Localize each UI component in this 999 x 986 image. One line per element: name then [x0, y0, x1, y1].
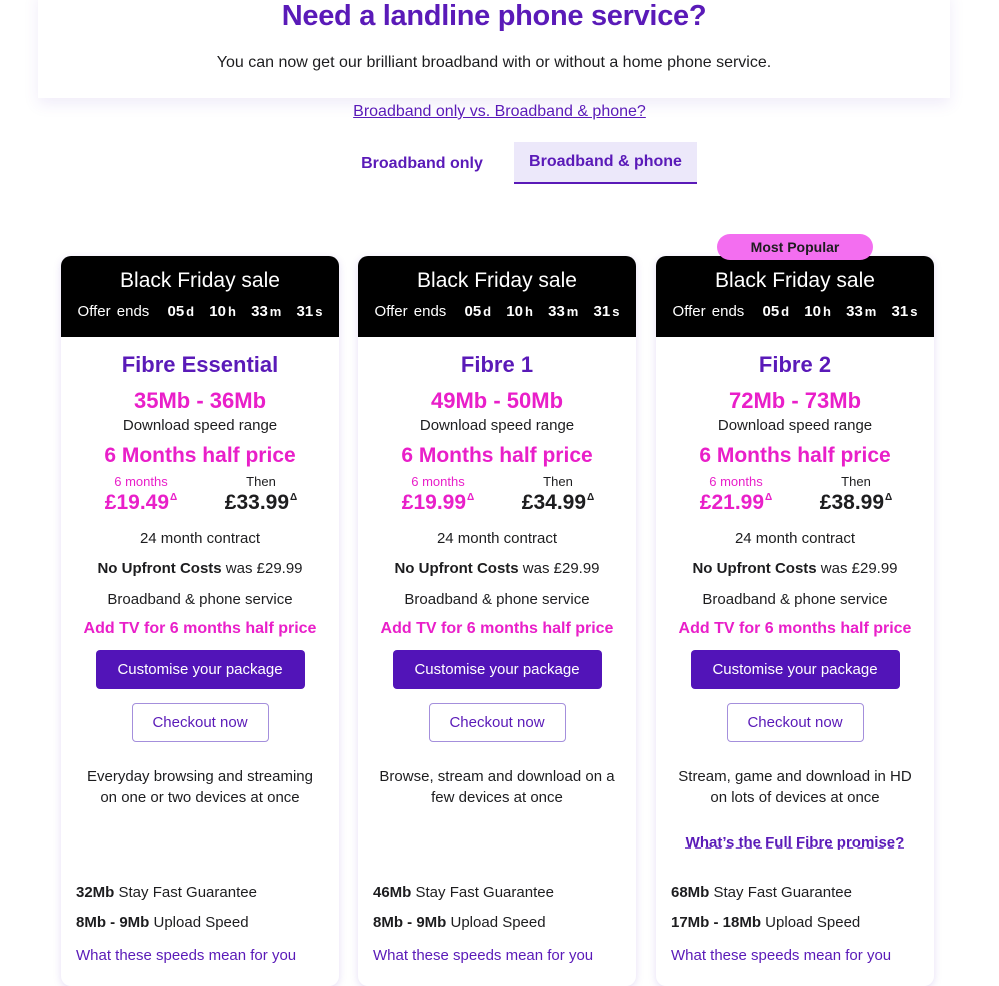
speed-label: Download speed range	[122, 417, 278, 434]
upload-speed: 8Mb - 9Mb Upload Speed	[76, 914, 249, 931]
customise-package-button[interactable]: Customise your package	[691, 650, 900, 689]
intro-period-label: 6 months	[114, 474, 168, 489]
download-speed: 35Mb - 36Mb	[133, 388, 267, 413]
speeds-info-link[interactable]: What these speeds mean for you	[76, 947, 297, 964]
price-block	[656, 474, 934, 522]
delta-icon: Δ	[587, 492, 595, 503]
offer-text: 6 Months half price	[401, 444, 593, 467]
then-price: £33.99	[224, 491, 290, 514]
sale-label: Black Friday sale	[715, 269, 875, 292]
timer-hours: 10	[506, 303, 523, 320]
upload-speed: 17Mb - 18Mb Upload Speed	[671, 914, 861, 931]
sale-header	[656, 256, 934, 337]
timer-minutes: 33	[251, 303, 268, 320]
plan-card-fibre-essential	[61, 256, 339, 986]
price-block	[358, 474, 636, 522]
timer-seconds: 31	[593, 303, 611, 320]
intro-period-label: 6 months	[709, 474, 763, 489]
stay-fast-guarantee: 46Mb Stay Fast Guarantee	[373, 884, 554, 901]
page-subtitle: You can now get our brilliant broadband with or without a home phone service.	[216, 54, 772, 71]
upfront-costs: No Upfront Costs was £29.99	[692, 560, 898, 577]
delta-icon: Δ	[467, 492, 475, 503]
delta-icon: Δ	[290, 492, 298, 503]
price-block	[61, 474, 339, 522]
service-type: Broadband & phone service	[404, 591, 590, 608]
then-label: Then	[543, 474, 573, 489]
timer-days: 05	[167, 303, 185, 320]
checkout-now-button[interactable]: Checkout now	[429, 703, 566, 742]
countdown-timer: Offer ends 05 d 10 h 33 m 31 s	[672, 303, 918, 320]
full-fibre-promise-link[interactable]: What’s the Full Fibre promise?	[685, 834, 905, 851]
speed-label: Download speed range	[717, 417, 873, 434]
checkout-now-button[interactable]: Checkout now	[727, 703, 864, 742]
upfront-costs: No Upfront Costs was £29.99	[394, 560, 600, 577]
offer-text: 6 Months half price	[104, 444, 296, 467]
timer-minutes: 33	[846, 303, 863, 320]
countdown-timer: Offer ends 05 d 10 h 33 m 31 s	[77, 303, 323, 320]
service-type: Broadband & phone service	[107, 591, 293, 608]
offer-ends-label: Offer ends	[374, 303, 447, 320]
offer-text: 6 Months half price	[699, 444, 891, 467]
contract-length: 24 month contract	[734, 530, 856, 547]
intro-price: £21.99	[699, 491, 765, 514]
plan-name: Fibre Essential	[121, 352, 279, 377]
sale-header	[61, 256, 339, 337]
stay-fast-guarantee: 68Mb Stay Fast Guarantee	[671, 884, 852, 901]
customise-package-button[interactable]: Customise your package	[96, 650, 305, 689]
then-price: £38.99	[819, 491, 885, 514]
contract-length: 24 month contract	[139, 530, 261, 547]
timer-days: 05	[762, 303, 780, 320]
plan-description: Everyday browsing and streaming on one or two devices at once	[87, 768, 313, 806]
download-speed: 49Mb - 50Mb	[430, 388, 564, 413]
intro-period-label: 6 months	[411, 474, 465, 489]
delta-icon: Δ	[885, 492, 893, 503]
tab-broadband-phone[interactable]: Broadband & phone	[514, 142, 697, 184]
intro-price: £19.99	[401, 491, 467, 514]
offer-ends-label: Offer ends	[672, 303, 745, 320]
tab-broadband-only[interactable]: Broadband only	[361, 155, 483, 172]
service-type: Broadband & phone service	[702, 591, 888, 608]
plan-description: Browse, stream and download on a few devices at once	[379, 768, 615, 806]
then-label: Then	[246, 474, 276, 489]
timer-hours: 10	[209, 303, 226, 320]
plan-name: Fibre 2	[758, 352, 832, 377]
plan-description: Stream, game and download in HD on lots of devices at once	[678, 768, 912, 806]
plan-name: Fibre 1	[460, 352, 534, 377]
add-tv-offer: Add TV for 6 months half price	[380, 620, 614, 637]
checkout-now-button[interactable]: Checkout now	[132, 703, 269, 742]
intro-price: £19.49	[104, 491, 170, 514]
download-speed: 72Mb - 73Mb	[728, 388, 862, 413]
timer-minutes: 33	[548, 303, 565, 320]
page-title: Need a landline phone service?	[281, 0, 707, 32]
timer-hours: 10	[804, 303, 821, 320]
upload-speed: 8Mb - 9Mb Upload Speed	[373, 914, 546, 931]
plan-card-fibre-1	[358, 256, 636, 986]
delta-icon: Δ	[765, 492, 773, 503]
then-label: Then	[841, 474, 871, 489]
timer-seconds: 31	[296, 303, 314, 320]
add-tv-offer: Add TV for 6 months half price	[678, 620, 912, 637]
timer-days: 05	[464, 303, 482, 320]
package-type-tabs	[0, 142, 999, 184]
offer-ends-label: Offer ends	[77, 303, 150, 320]
most-popular-badge: Most Popular	[717, 234, 873, 260]
sale-header	[358, 256, 636, 337]
timer-seconds: 31	[891, 303, 909, 320]
delta-icon: Δ	[170, 492, 178, 503]
add-tv-offer: Add TV for 6 months half price	[83, 620, 317, 637]
then-price: £34.99	[521, 491, 587, 514]
countdown-timer: Offer ends 05 d 10 h 33 m 31 s	[374, 303, 620, 320]
customise-package-button[interactable]: Customise your package	[393, 650, 602, 689]
landline-info-panel	[38, 0, 950, 98]
sale-label: Black Friday sale	[417, 269, 577, 292]
plan-card-fibre-2	[656, 239, 934, 986]
sale-label: Black Friday sale	[120, 269, 280, 292]
speed-label: Download speed range	[419, 417, 575, 434]
upfront-costs: No Upfront Costs was £29.99	[97, 560, 303, 577]
compare-link[interactable]: Broadband only vs. Broadband & phone?	[353, 103, 646, 120]
contract-length: 24 month contract	[436, 530, 558, 547]
stay-fast-guarantee: 32Mb Stay Fast Guarantee	[76, 884, 257, 901]
speeds-info-link[interactable]: What these speeds mean for you	[373, 947, 594, 964]
speeds-info-link[interactable]: What these speeds mean for you	[671, 947, 892, 964]
